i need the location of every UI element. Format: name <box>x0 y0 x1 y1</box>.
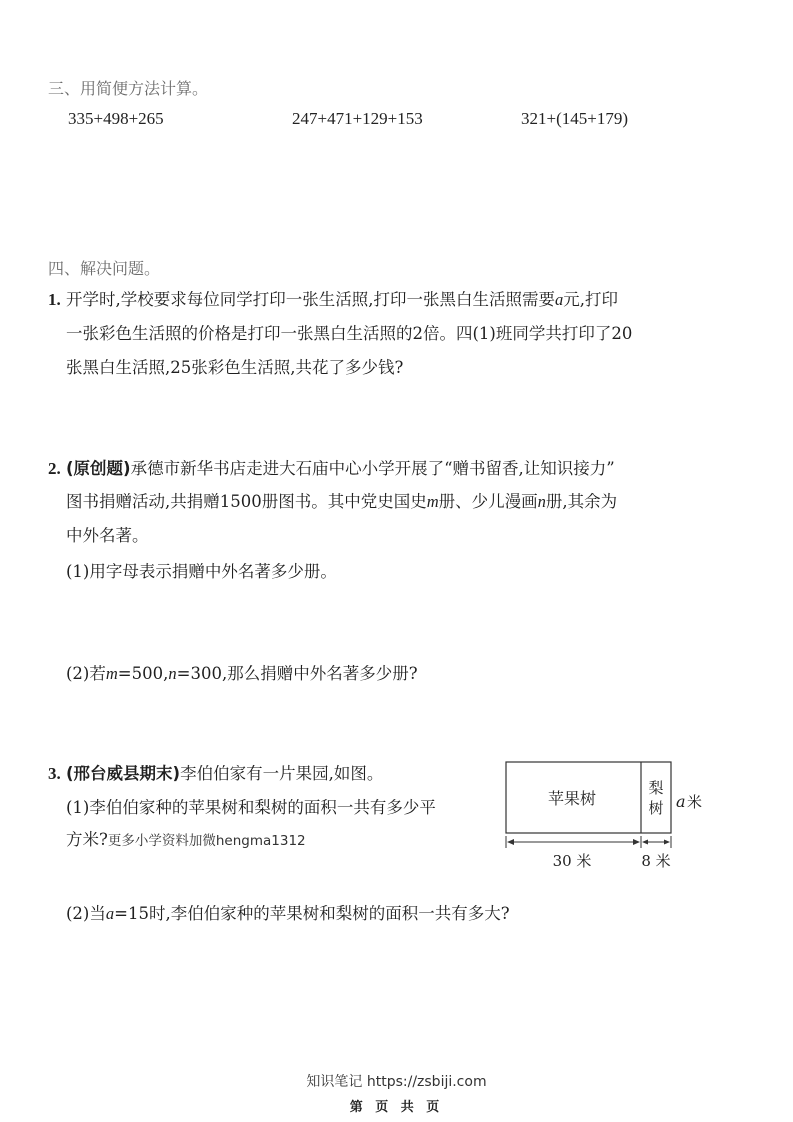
question-1-line-3: 张黑白生活照,25张彩色生活照,共花了多少钱? <box>66 358 404 377</box>
question-1-line-1 <box>48 290 618 310</box>
question-2-sub-2 <box>66 664 418 684</box>
dim-arrow-right-start <box>642 840 648 845</box>
dim-label-left: 30 米 <box>552 852 592 870</box>
question-3-sub-2-text-b: =15时,李伯伯家种的苹果树和梨树的面积一共有多大? <box>114 904 510 923</box>
question-2-text-1: 承德市新华书店走进大石庙中心小学开展了“赠书留香,让知识接力” <box>130 459 615 478</box>
question-2-text-2b: 册、少儿漫画 <box>438 492 538 511</box>
pear-tree-label-1: 梨 <box>648 779 664 797</box>
pear-tree-label-2: 树 <box>648 799 664 817</box>
dim-label-right: 8 米 <box>641 852 671 870</box>
question-2-text-2a: 图书捐赠活动,共捐赠1500册图书。其中党史国史 <box>66 492 427 511</box>
question-2-sub-2-text-b: =500, <box>117 664 169 683</box>
question-2-tag: (原创题) <box>66 459 131 478</box>
question-2-number: 2. <box>48 459 61 478</box>
promo-text: 更多小学资料加微hengma1312 <box>107 833 306 849</box>
dim-arrow-right-end <box>664 840 670 845</box>
section-3-heading: 三、用简便方法计算。 <box>48 79 209 98</box>
height-variable: a <box>676 792 686 811</box>
question-3-sub-2-var-a: a <box>105 904 115 923</box>
question-1-text-a: 开学时,学校要求每位同学打印一张生活照,打印一张黑白生活照需要 <box>66 290 555 309</box>
question-3-sub-2 <box>66 904 510 924</box>
question-2-line-3: 中外名著。 <box>66 526 149 545</box>
question-2-sub-2-text-a: (2)若 <box>66 664 106 683</box>
page-number: 第 页 共 页 <box>349 1100 444 1115</box>
question-3-tag: (邢台威县期末) <box>66 764 181 783</box>
question-3-sub-1-line-1: (1)李伯伯家种的苹果树和梨树的面积一共有多少平 <box>66 798 436 817</box>
height-unit: 米 <box>687 793 703 811</box>
question-1-line-2: 一张彩色生活照的价格是打印一张黑白生活照的2倍。四(1)班同学共打印了20 <box>66 324 633 343</box>
calc-item-2: 247+471+129+153 <box>292 109 423 128</box>
question-2-sub-2-text-c: =300,那么捐赠中外名著多少册? <box>176 664 418 683</box>
question-2-sub-1: (1)用字母表示捐赠中外名著多少册。 <box>66 562 337 581</box>
question-3-text-1: 李伯伯家有一片果园,如图。 <box>180 764 384 783</box>
question-2-sub-2-var-n: n <box>168 664 177 683</box>
question-2-text-2c: 册,其余为 <box>545 492 618 511</box>
question-3-number: 3. <box>48 764 61 783</box>
dim-arrow-left-end <box>633 839 640 845</box>
question-2-line-2 <box>66 492 617 512</box>
question-1-number: 1. <box>48 290 61 309</box>
calc-item-3: 321+(145+179) <box>521 109 628 128</box>
apple-tree-label: 苹果树 <box>547 789 597 808</box>
question-2-var-n: n <box>537 492 546 511</box>
question-3-sub-1-text-b: 方米? <box>66 830 108 849</box>
footer-source: 知识笔记 https://zsbiji.com <box>306 1074 487 1090</box>
question-3-sub-2-text-a: (2)当 <box>66 904 106 923</box>
question-2-var-m: m <box>426 492 439 511</box>
dim-arrow-left-start <box>507 839 514 845</box>
calc-item-1: 335+498+265 <box>68 109 164 128</box>
orchard-diagram <box>496 756 726 876</box>
question-3-line-1 <box>48 764 383 784</box>
question-1-var-a: a <box>555 290 564 309</box>
question-2-line-1 <box>48 459 615 479</box>
question-3-sub-1-line-2 <box>66 830 306 851</box>
section-4-heading: 四、解决问题。 <box>48 259 161 278</box>
question-1-text-b: 元,打印 <box>563 290 618 309</box>
question-2-sub-2-var-m: m <box>105 664 118 683</box>
